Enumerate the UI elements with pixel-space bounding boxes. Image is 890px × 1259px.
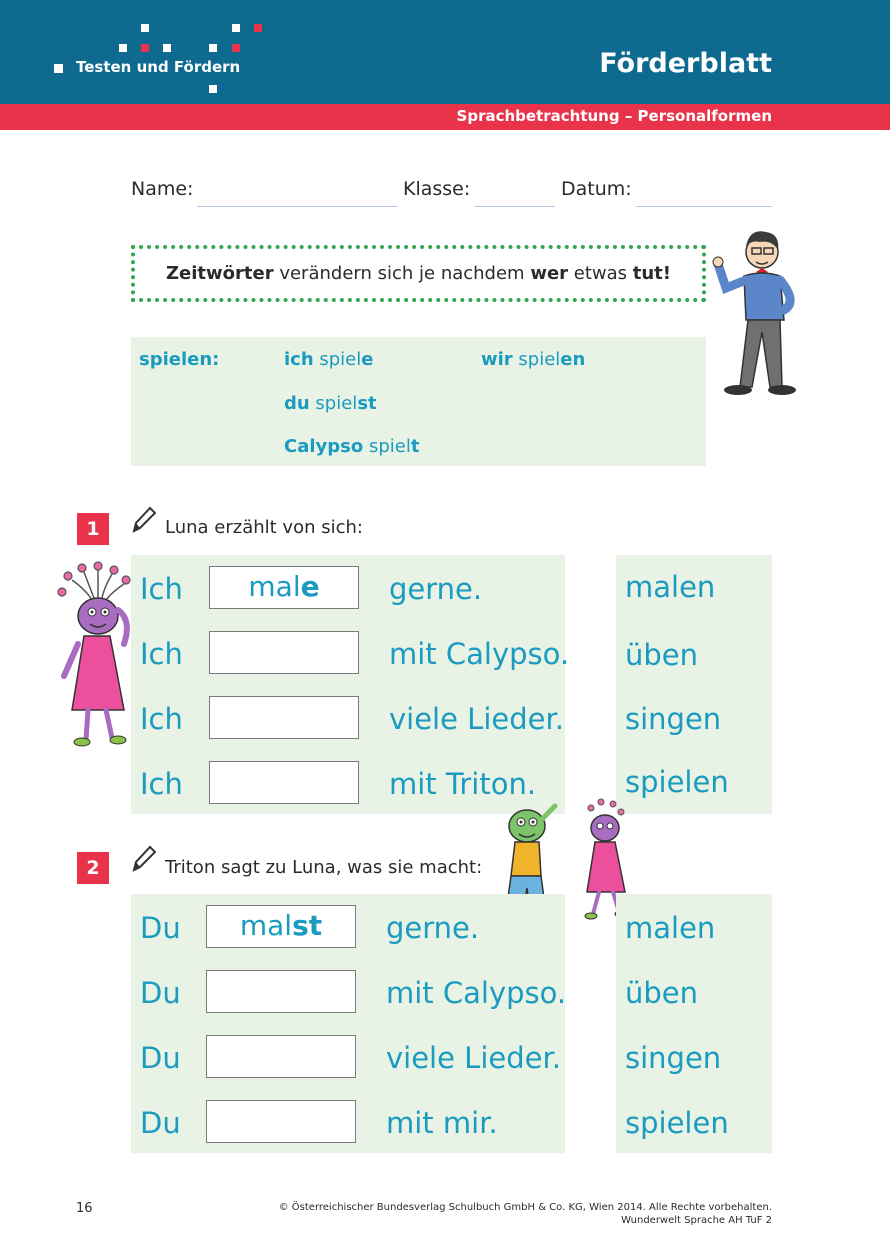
task-1-sentence-rest: gerne.	[389, 572, 483, 606]
page-subtitle: Sprachbetrachtung – Personalformen	[456, 107, 772, 125]
task-1-verb: spielen	[625, 765, 729, 799]
task-2-answer-input[interactable]: malst	[206, 905, 356, 948]
rule-box	[131, 245, 706, 302]
conjugation-du: du spielst	[284, 393, 377, 414]
task-1-sentence-rest: viele Lieder.	[389, 702, 564, 736]
name-label: Name:	[131, 178, 194, 200]
task-2-answer-input[interactable]	[206, 970, 356, 1013]
task-1-verb: üben	[625, 638, 699, 672]
conjugation-ich: ich spiele	[284, 349, 374, 370]
task-1-instruction: Luna erzählt von sich:	[165, 517, 363, 538]
task-1-answer-input[interactable]: male	[209, 566, 359, 609]
page-title: Förderblatt	[599, 48, 772, 79]
date-label: Datum:	[561, 178, 632, 200]
name-field[interactable]	[197, 206, 397, 207]
conjugation-verb-label: spielen:	[139, 349, 220, 370]
class-field[interactable]	[475, 206, 555, 207]
task-1-answer-input[interactable]	[209, 631, 359, 674]
task-2-subject: Du	[140, 911, 181, 945]
task-1-subject: Ich	[140, 767, 183, 801]
rule-text: Zeitwörter verändern sich je nachdem wer etwas tut!	[166, 263, 671, 284]
task-1-sentence-rest: mit Triton.	[389, 767, 537, 801]
class-label: Klasse:	[403, 178, 471, 200]
task-2-instruction: Triton sagt zu Luna, was sie macht:	[165, 857, 483, 878]
task-1-subject: Ich	[140, 572, 183, 606]
luna-illustration	[52, 560, 142, 750]
task-1-sentence-rest: mit Calypso.	[389, 637, 570, 671]
task-2-verb: üben	[625, 976, 699, 1010]
conjugation-wir: wir spielen	[481, 349, 586, 370]
logo-text: Testen und Fördern	[76, 58, 241, 76]
date-field[interactable]	[636, 206, 772, 207]
logo-bullet	[54, 64, 63, 73]
task-2-sentence-rest: mit mir.	[386, 1106, 498, 1140]
task-1-subject: Ich	[140, 637, 183, 671]
teacher-illustration	[700, 222, 810, 407]
task-1-answer-input[interactable]	[209, 761, 359, 804]
pencil-icon	[130, 505, 156, 535]
task-2-number: 2	[77, 852, 109, 884]
pencil-icon	[130, 844, 156, 874]
task-2-subject: Du	[140, 1041, 181, 1075]
task-1-subject: Ich	[140, 702, 183, 736]
task-2-answer-input[interactable]	[206, 1100, 356, 1143]
task-1-answer-input[interactable]	[209, 696, 359, 739]
task-2-sentence-rest: gerne.	[386, 911, 480, 945]
task-1-number: 1	[77, 513, 109, 545]
task-2-answer-input[interactable]	[206, 1035, 356, 1078]
task-2-subject: Du	[140, 976, 181, 1010]
conjugation-calypso: Calypso spielt	[284, 436, 420, 457]
task-2-verb: malen	[625, 911, 716, 945]
task-2-verb: singen	[625, 1041, 722, 1075]
task-2-sentence-rest: viele Lieder.	[386, 1041, 561, 1075]
task-1-verb: singen	[625, 702, 722, 736]
task-2-subject: Du	[140, 1106, 181, 1140]
task-2-verb: spielen	[625, 1106, 729, 1140]
task-2-sentence-rest: mit Calypso.	[386, 976, 567, 1010]
task-1-verb: malen	[625, 570, 716, 604]
page-number: 16	[76, 1201, 93, 1216]
footer-copyright: © Österreichischer Bundesverlag Schulbuch GmbH & Co. KG, Wien 2014. Alle Rechte vorbehalten. Wunderwelt Sprache AH TuF 2	[278, 1202, 772, 1226]
